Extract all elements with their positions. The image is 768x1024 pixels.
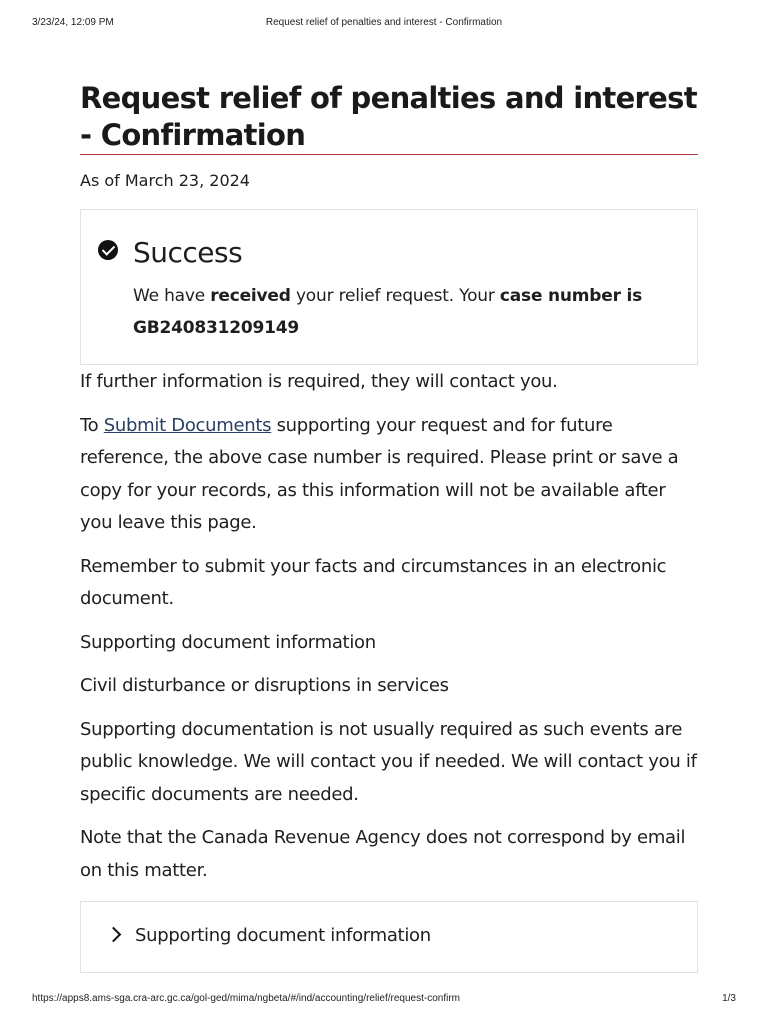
check-circle-icon (98, 240, 118, 260)
submit-prefix: To (80, 414, 104, 436)
print-document-title: Request relief of penalties and interest - Confirmation (265, 17, 503, 28)
success-alert (80, 209, 698, 365)
print-url: https://apps8.ams-sga.cra-arc.gc.ca/gol-ged/mima/ngbeta/#/ind/accounting/relief/request-confirm (32, 993, 460, 1004)
civil-disturbance-text: Civil disturbance or disruptions in services (80, 675, 449, 696)
contact-text: If further information is required, they will contact you. (80, 371, 558, 392)
as-of-date: As of March 23, 2024 (80, 171, 250, 190)
print-footer (32, 993, 736, 1007)
details-summary-label[interactable]: Supporting document information (135, 925, 431, 946)
alert-text-2: your relief request. Your (290, 286, 500, 306)
remember-text: Remember to submit your facts and circumstances in an electronic document. (80, 555, 667, 609)
chevron-right-icon[interactable] (106, 927, 122, 943)
print-page-number: 1/3 (722, 993, 736, 1004)
print-datetime: 3/23/24, 12:09 PM (32, 17, 114, 28)
supporting-documentation-text: Supporting documentation is not usually required as such events are public knowledge. We will contact you if needed. We will contact you if specific documents are needed. (80, 718, 697, 805)
email-note-text: Note that the Canada Revenue Agency does not correspond by email on this matter. (80, 827, 686, 881)
alert-heading: Success (133, 236, 243, 269)
supporting-document-details[interactable] (80, 901, 698, 973)
submit-documents-link[interactable]: Submit Documents (103, 414, 272, 436)
alert-text-1: We have (133, 286, 211, 306)
case-number: case number is GB240831209149 (133, 286, 643, 338)
submit-suffix: supporting your request and for future reference, the above case number is required. Please print or save a copy for your records, as this information will not be available after you leave this page. (80, 414, 679, 533)
main-content (80, 80, 698, 973)
alert-message (133, 280, 683, 344)
page-title: Request relief of penalties and interest - Confirmation (80, 80, 698, 155)
alert-received: received (210, 286, 291, 306)
print-header (32, 17, 736, 31)
submit-documents-text (80, 410, 698, 540)
supporting-document-heading: Supporting document information (80, 631, 376, 653)
